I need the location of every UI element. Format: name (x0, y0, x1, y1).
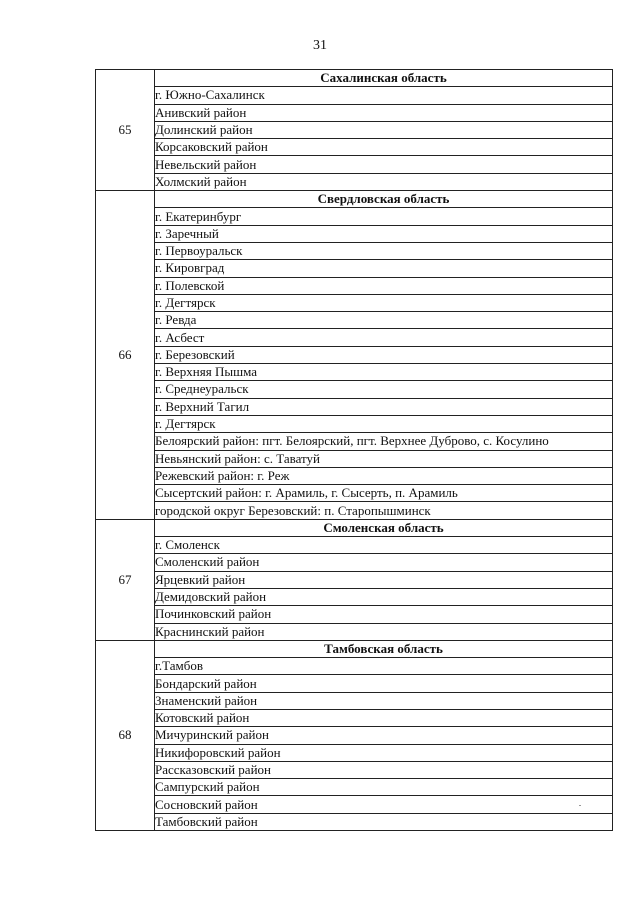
region-name: Свердловская область (155, 191, 613, 208)
locality-name: Мичуринский район (155, 727, 613, 744)
locality-name: г. Полевской (155, 277, 613, 294)
locality-row (96, 294, 613, 311)
locality-name: г. Кировград (155, 260, 613, 277)
locality-name: г. Верхняя Пышма (155, 364, 613, 381)
locality-row (96, 104, 613, 121)
locality-row (96, 813, 613, 830)
locality-row (96, 675, 613, 692)
locality-row (96, 658, 613, 675)
locality-name: Котовский район (155, 709, 613, 726)
locality-row (96, 87, 613, 104)
locality-name: Режевский район: г. Реж (155, 467, 613, 484)
locality-row (96, 467, 613, 484)
locality-row (96, 364, 613, 381)
region-header-row (96, 70, 613, 87)
locality-name: г.Тамбов (155, 658, 613, 675)
locality-row (96, 139, 613, 156)
region-name: Сахалинская область (155, 70, 613, 87)
locality-row (96, 173, 613, 190)
locality-name: Ярцевкий район (155, 571, 613, 588)
locality-row (96, 121, 613, 138)
locality-name: Сосновский район (155, 796, 613, 813)
locality-name: Демидовский район (155, 588, 613, 605)
locality-row (96, 796, 613, 813)
region-number: 65 (96, 70, 155, 191)
region-header-row (96, 519, 613, 536)
locality-row (96, 485, 613, 502)
region-header-row (96, 640, 613, 657)
locality-name: Бондарский район (155, 675, 613, 692)
locality-name: г. Дегтярск (155, 294, 613, 311)
locality-row (96, 450, 613, 467)
locality-name: Тамбовский район (155, 813, 613, 830)
locality-row (96, 415, 613, 432)
locality-row (96, 761, 613, 778)
locality-row (96, 381, 613, 398)
locality-name: г. Екатеринбург (155, 208, 613, 225)
locality-row (96, 692, 613, 709)
locality-name: Сысертский район: г. Арамиль, г. Сысерть, п. Арамиль (155, 485, 613, 502)
locality-row (96, 156, 613, 173)
locality-row (96, 554, 613, 571)
locality-row (96, 433, 613, 450)
locality-name: г. Ревда (155, 312, 613, 329)
locality-name: Никифоровский район (155, 744, 613, 761)
page-number: 31 (313, 38, 327, 53)
region-name: Смоленская область (155, 519, 613, 536)
locality-name: Знаменский район (155, 692, 613, 709)
locality-row (96, 312, 613, 329)
locality-row (96, 398, 613, 415)
locality-row (96, 571, 613, 588)
locality-row (96, 779, 613, 796)
locality-row (96, 623, 613, 640)
locality-name: г. Среднеуральск (155, 381, 613, 398)
locality-name: г. Дегтярск (155, 415, 613, 432)
locality-name: Починковский район (155, 606, 613, 623)
locality-name: Краснинский район (155, 623, 613, 640)
locality-name: г. Березовский (155, 346, 613, 363)
region-header-row (96, 191, 613, 208)
region-name: Тамбовская область (155, 640, 613, 657)
locality-name: Смоленский район (155, 554, 613, 571)
region-number: 67 (96, 519, 155, 640)
locality-row (96, 537, 613, 554)
locality-name: Анивский район (155, 104, 613, 121)
region-number: 68 (96, 640, 155, 830)
locality-row (96, 502, 613, 519)
locality-row (96, 606, 613, 623)
locality-row (96, 260, 613, 277)
locality-row (96, 709, 613, 726)
locality-name: Невельский район (155, 156, 613, 173)
locality-row (96, 225, 613, 242)
locality-row (96, 242, 613, 259)
locality-name: Корсаковский район (155, 139, 613, 156)
scan-speck (579, 805, 581, 806)
regions-table (95, 69, 613, 831)
locality-name: городской округ Березовский: п. Старопышминск (155, 502, 613, 519)
locality-row (96, 277, 613, 294)
locality-name: г. Верхний Тагил (155, 398, 613, 415)
region-number: 66 (96, 191, 155, 520)
locality-name: г. Асбест (155, 329, 613, 346)
locality-name: Сампурский район (155, 779, 613, 796)
locality-row (96, 744, 613, 761)
locality-row (96, 346, 613, 363)
locality-row (96, 727, 613, 744)
locality-name: г. Заречный (155, 225, 613, 242)
locality-row (96, 588, 613, 605)
locality-name: г. Южно-Сахалинск (155, 87, 613, 104)
locality-name: Белоярский район: пгт. Белоярский, пгт. Верхнее Дуброво, с. Косулино (155, 433, 613, 450)
locality-name: г. Первоуральск (155, 242, 613, 259)
locality-name: г. Смоленск (155, 537, 613, 554)
locality-name: Невьянский район: с. Таватуй (155, 450, 613, 467)
locality-row (96, 329, 613, 346)
locality-row (96, 208, 613, 225)
locality-name: Холмский район (155, 173, 613, 190)
locality-name: Рассказовский район (155, 761, 613, 778)
regions-body (96, 70, 613, 831)
locality-name: Долинский район (155, 121, 613, 138)
